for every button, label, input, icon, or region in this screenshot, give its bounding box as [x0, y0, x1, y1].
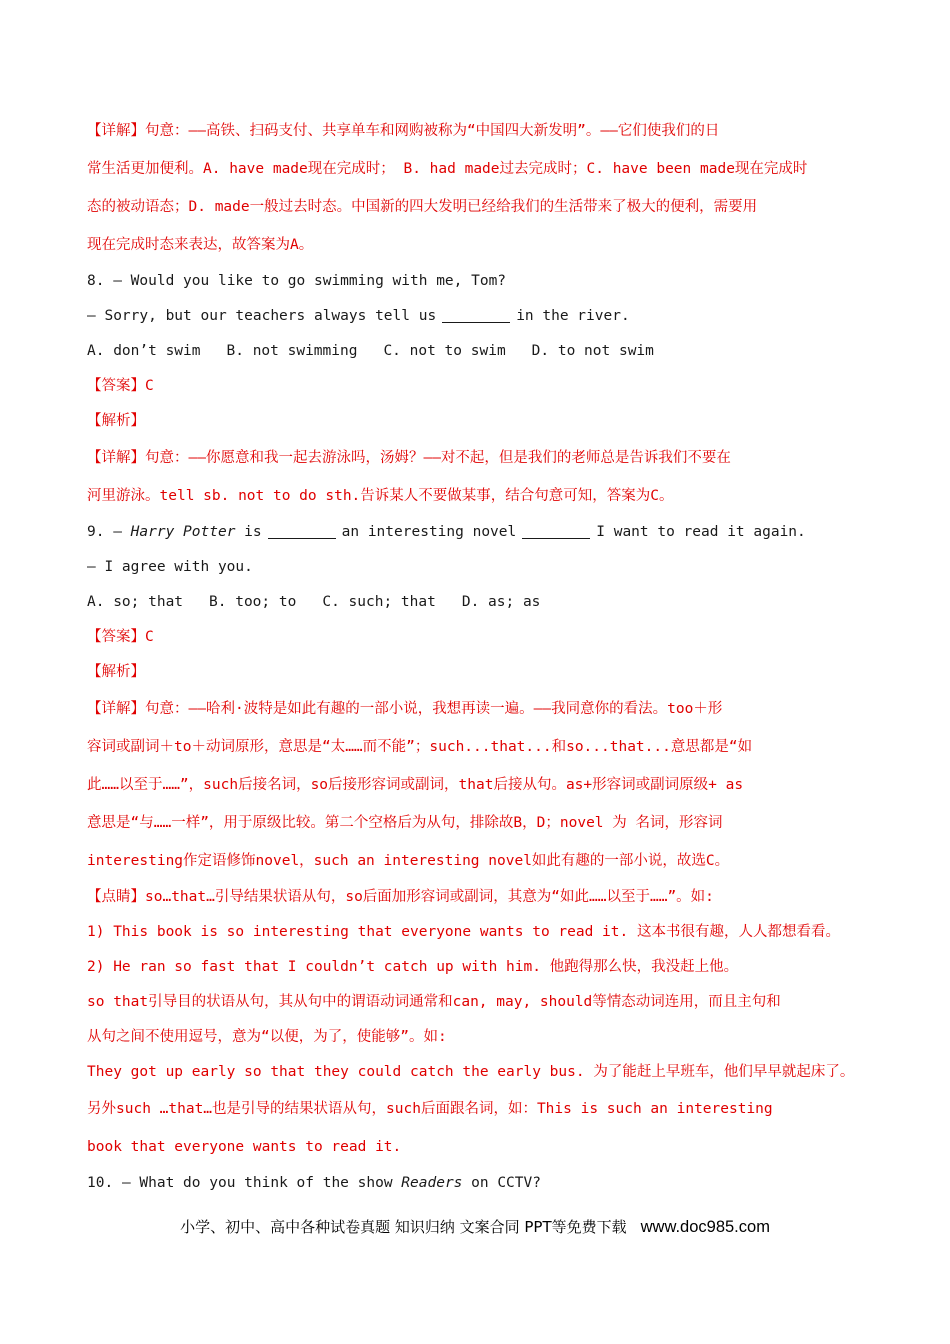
- tip-tag: 【点睛】: [87, 889, 145, 905]
- q9-option-c: C. such; that: [322, 594, 436, 610]
- q9-tip-line-7: 另外such …that…也是引导的结果状语从句，such后面跟名词，如：This is such an interesting: [87, 1101, 773, 1117]
- q8-answer: 【答案】C: [87, 378, 154, 394]
- answer-blank: [442, 306, 510, 323]
- answer-blank: [268, 522, 336, 539]
- q8-option-b: B. not swimming: [226, 343, 358, 359]
- q9-question-line-2: — I agree with you.: [87, 559, 253, 575]
- q9-analysis-heading: 【解析】: [87, 664, 145, 680]
- q10-question-line-1: 10. — What do you think of the show Readers on CCTV?: [87, 1175, 541, 1191]
- q7-detail-line-4: 现在完成时态来表达，故答案为A。: [87, 237, 314, 253]
- q8-question-line-1: 8. — Would you like to go swimming with me, Tom?: [87, 273, 507, 289]
- q7-detail-line-2: 常生活更加便利。A. have made现在完成时； B. had made过去完成时；C. have been made现在完成时: [87, 161, 808, 177]
- q8-detail-line-1: 【详解】句意：——你愿意和我一起去游泳吗，汤姆？——对不起，但是我们的老师总是告诉我们不要在: [87, 450, 731, 466]
- q8-option-a: A. don’t swim: [87, 343, 201, 359]
- book-title: Harry Potter: [130, 524, 236, 540]
- q9-option-d: D. as; as: [461, 594, 541, 610]
- q8-options: [87, 334, 867, 369]
- q9-tip-line-8: book that everyone wants to read it.: [87, 1139, 402, 1155]
- q9-option-b: B. too; to: [209, 594, 297, 610]
- q9-answer: 【答案】C: [87, 629, 154, 645]
- q9-tip-line-3: 2) He ran so fast that I couldn’t catch up with him. 他跑得那么快，我没赶上他。: [87, 959, 739, 975]
- q9-tip-line-6: They got up early so that they could catch the early bus. 为了能赶上早班车，他们早早就起床了。: [87, 1064, 855, 1080]
- q9-detail-line-5: interesting作定语修饰novel，such an interesting novel如此有趣的一部小说，故选C。: [87, 853, 730, 869]
- q8-number: 8.: [87, 273, 105, 289]
- q8-question-line-2: — Sorry, but our teachers always tell us in the river.: [87, 308, 630, 324]
- q9-option-a: A. so; that: [87, 594, 184, 610]
- page-footer: [0, 1216, 950, 1237]
- q9-tip-line-5: 从句之间不使用逗号，意为“以便，为了，使能够”。如:: [87, 1029, 447, 1045]
- q8-option-d: D. to not swim: [531, 343, 654, 359]
- show-title: Readers: [401, 1175, 463, 1191]
- q9-tip-line-4: so that引导目的状语从句，其从句中的谓语动词通常和can, may, should等情态动词连用，而且主句和: [87, 994, 781, 1010]
- document-content: [87, 112, 867, 1201]
- q8-detail-line-2: 河里游泳。tell sb. not to do sth.告诉某人不要做某事，结合句意可知，答案为C。: [87, 488, 674, 504]
- q7-detail-line-1: 【详解】句意：——高铁、扫码支付、共享单车和网购被称为“中国四大新发明”。——它们使我们的日: [87, 123, 720, 139]
- q9-detail-line-4: 意思是“与……一样”，用于原级比较。第二个空格后为从句，排除故B，D；novel 为 名词，形容词: [87, 815, 723, 831]
- footer-text: 小学、初中、高中各种试卷真题 知识归纳 文案合同 PPT等免费下载: [180, 1218, 627, 1236]
- q9-options: [87, 585, 867, 620]
- q9-question-line-1: 9. — Harry Potter is an interesting novel I want to read it again.: [87, 524, 806, 540]
- q8-option-c: C. not to swim: [383, 343, 506, 359]
- q9-detail-line-1: 【详解】句意：——哈利·波特是如此有趣的一部小说，我想再读一遍。——我同意你的看法。too＋形: [87, 701, 723, 717]
- q9-tip-line-2: 1) This book is so interesting that everyone wants to read it. 这本书很有趣，人人都想看看。: [87, 924, 840, 940]
- q7-detail-line-3: 态的被动语态；D. made一般过去时态。中国新的四大发明已经给我们的生活带来了极大的便利，需要用: [87, 199, 758, 215]
- q9-detail-line-2: 容词或副词＋to＋动词原形，意思是“太……而不能”；such...that...和so...that...意思都是“如: [87, 739, 753, 755]
- q8-analysis-heading: 【解析】: [87, 413, 145, 429]
- footer-url[interactable]: www.doc985.com: [640, 1218, 770, 1236]
- q9-tip-line-1: 【点睛】so…that…引导结果状语从句，so后面加形容词或副词，其意为“如此……以至于……”。如:: [87, 889, 714, 905]
- answer-blank: [522, 522, 590, 539]
- detail-tag: 【详解】: [87, 123, 145, 139]
- q9-detail-line-3: 此……以至于……”，such后接名词，so后接形容词或副词，that后接从句。as+形容词或副词原级+ as: [87, 777, 744, 793]
